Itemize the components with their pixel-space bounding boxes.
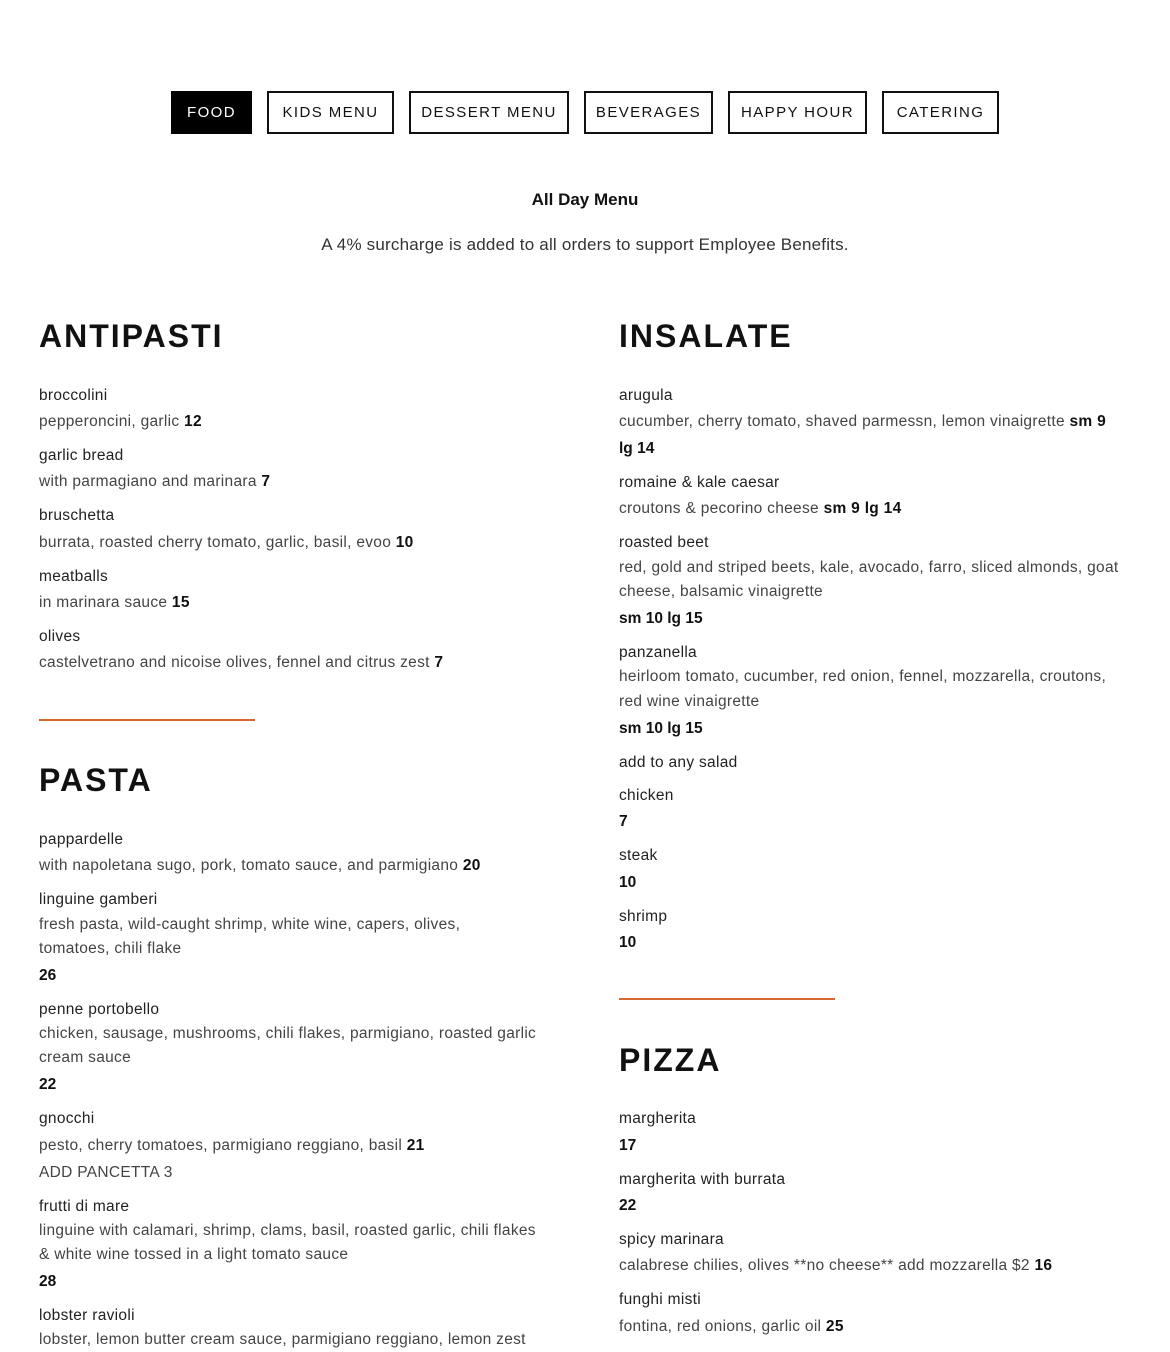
item-description: pesto, cherry tomatoes, parmigiano reggiano, basil 21 [39,1137,425,1154]
section-divider [39,719,255,721]
item-price: 22 [619,1197,637,1214]
item-price: sm 10 lg 15 [619,720,703,737]
addon-name: chicken [619,787,674,804]
item-description: lobster, lemon butter cream sauce, parmigiano reggiano, lemon zest [39,1331,526,1348]
item-price: 10 [395,534,414,551]
item-name: frutti di mare [39,1198,130,1215]
addon-price: 10 [619,934,637,951]
item-price: sm 9 lg 14 [823,500,902,517]
item-description: with parmagiano and marinara 7 [39,473,271,490]
item-name: margherita with burrata [619,1171,786,1188]
item-name: lobster ravioli [39,1307,135,1324]
item-price: 25 [825,1318,844,1335]
item-price: 22 [39,1076,57,1093]
menu-heading: All Day Menu [531,190,639,209]
item-price: sm 9 [1069,413,1107,430]
item-addon: ADD PANCETTA 3 [39,1164,173,1181]
item-name: linguine gamberi [39,891,158,908]
tab-dessert-menu[interactable]: DESSERT MENU [409,91,569,134]
item-description: & white wine tossed in a light tomato sauce [39,1246,349,1263]
item-price: lg 14 [619,440,655,457]
item-description: pepperoncini, garlic 12 [39,413,202,430]
menu-tabs [0,91,1170,134]
addon-name: steak [619,847,658,864]
tab-happy-hour[interactable]: HAPPY HOUR [728,91,867,134]
tab-kids-menu[interactable]: KIDS MENU [267,91,394,134]
item-description: burrata, roasted cherry tomato, garlic, basil, evoo 10 [39,534,414,551]
item-name: pappardelle [39,831,124,848]
addons-label: add to any salad [619,754,738,771]
item-price: 17 [619,1137,637,1154]
item-price: 12 [184,413,202,430]
item-price: 26 [39,967,57,984]
item-name: broccolini [39,387,108,404]
item-description: heirloom tomato, cucumber, red onion, fennel, mozzarella, croutons, [619,668,1107,685]
item-price: 7 [261,473,271,490]
item-description: linguine with calamari, shrimp, clams, basil, roasted garlic, chili flakes [39,1222,536,1239]
section-title-insalate: INSALATE [619,318,793,354]
item-name: garlic bread [39,447,124,464]
item-name: arugula [619,387,673,404]
item-description: tomatoes, chili flake [39,940,182,957]
item-description: fresh pasta, wild-caught shrimp, white wine, capers, olives, [39,916,461,933]
item-name: penne portobello [39,1001,160,1018]
item-name: spicy marinara [619,1231,724,1248]
item-description: in marinara sauce 15 [39,594,190,611]
addon-name: shrimp [619,908,668,925]
item-name: funghi misti [619,1291,701,1308]
surcharge-notice: A 4% surcharge is added to all orders to support Employee Benefits. [321,235,849,254]
item-name: romaine & kale caesar [619,474,780,491]
tab-beverages[interactable]: BEVERAGES [584,91,713,134]
item-name: margherita [619,1110,697,1127]
item-description: cream sauce [39,1049,132,1066]
section-title-pasta: PASTA [39,762,153,798]
item-name: gnocchi [39,1110,95,1127]
item-description: cheese, balsamic vinaigrette [619,583,823,600]
item-name: panzanella [619,644,697,661]
item-description: with napoletana sugo, pork, tomato sauce, and parmigiano 20 [39,857,481,874]
item-description: castelvetrano and nicoise olives, fennel and citrus zest 7 [39,654,444,671]
item-name: roasted beet [619,534,709,551]
item-name: bruschetta [39,507,115,524]
item-description: croutons & pecorino cheese sm 9 lg 14 [619,500,902,517]
item-description: calabrese chilies, olives **no cheese** add mozzarella $2 16 [619,1257,1053,1274]
item-price: 16 [1034,1257,1053,1274]
section-title-antipasti: ANTIPASTI [39,318,224,354]
item-description: fontina, red onions, garlic oil 25 [619,1318,844,1335]
section-divider [619,998,835,1000]
item-price: 28 [39,1273,57,1290]
item-price: 21 [406,1137,425,1154]
addon-price: 10 [619,874,637,891]
item-price: 15 [171,594,190,611]
item-price: 7 [434,654,444,671]
item-name: meatballs [39,568,109,585]
item-description: chicken, sausage, mushrooms, chili flakes, parmigiano, roasted garlic [39,1025,537,1042]
addon-price: 7 [619,813,628,830]
item-name: olives [39,628,81,645]
section-title-pizza: PIZZA [619,1042,722,1078]
item-price: 20 [462,857,481,874]
item-price: sm 10 lg 15 [619,610,703,627]
item-description: cucumber, cherry tomato, shaved parmessn, lemon vinaigrette sm 9 [619,413,1107,430]
tab-catering[interactable]: CATERING [882,91,999,134]
item-description: red wine vinaigrette [619,693,760,710]
tab-food[interactable]: FOOD [171,91,252,134]
item-description: red, gold and striped beets, kale, avocado, farro, sliced almonds, goat [619,559,1119,576]
